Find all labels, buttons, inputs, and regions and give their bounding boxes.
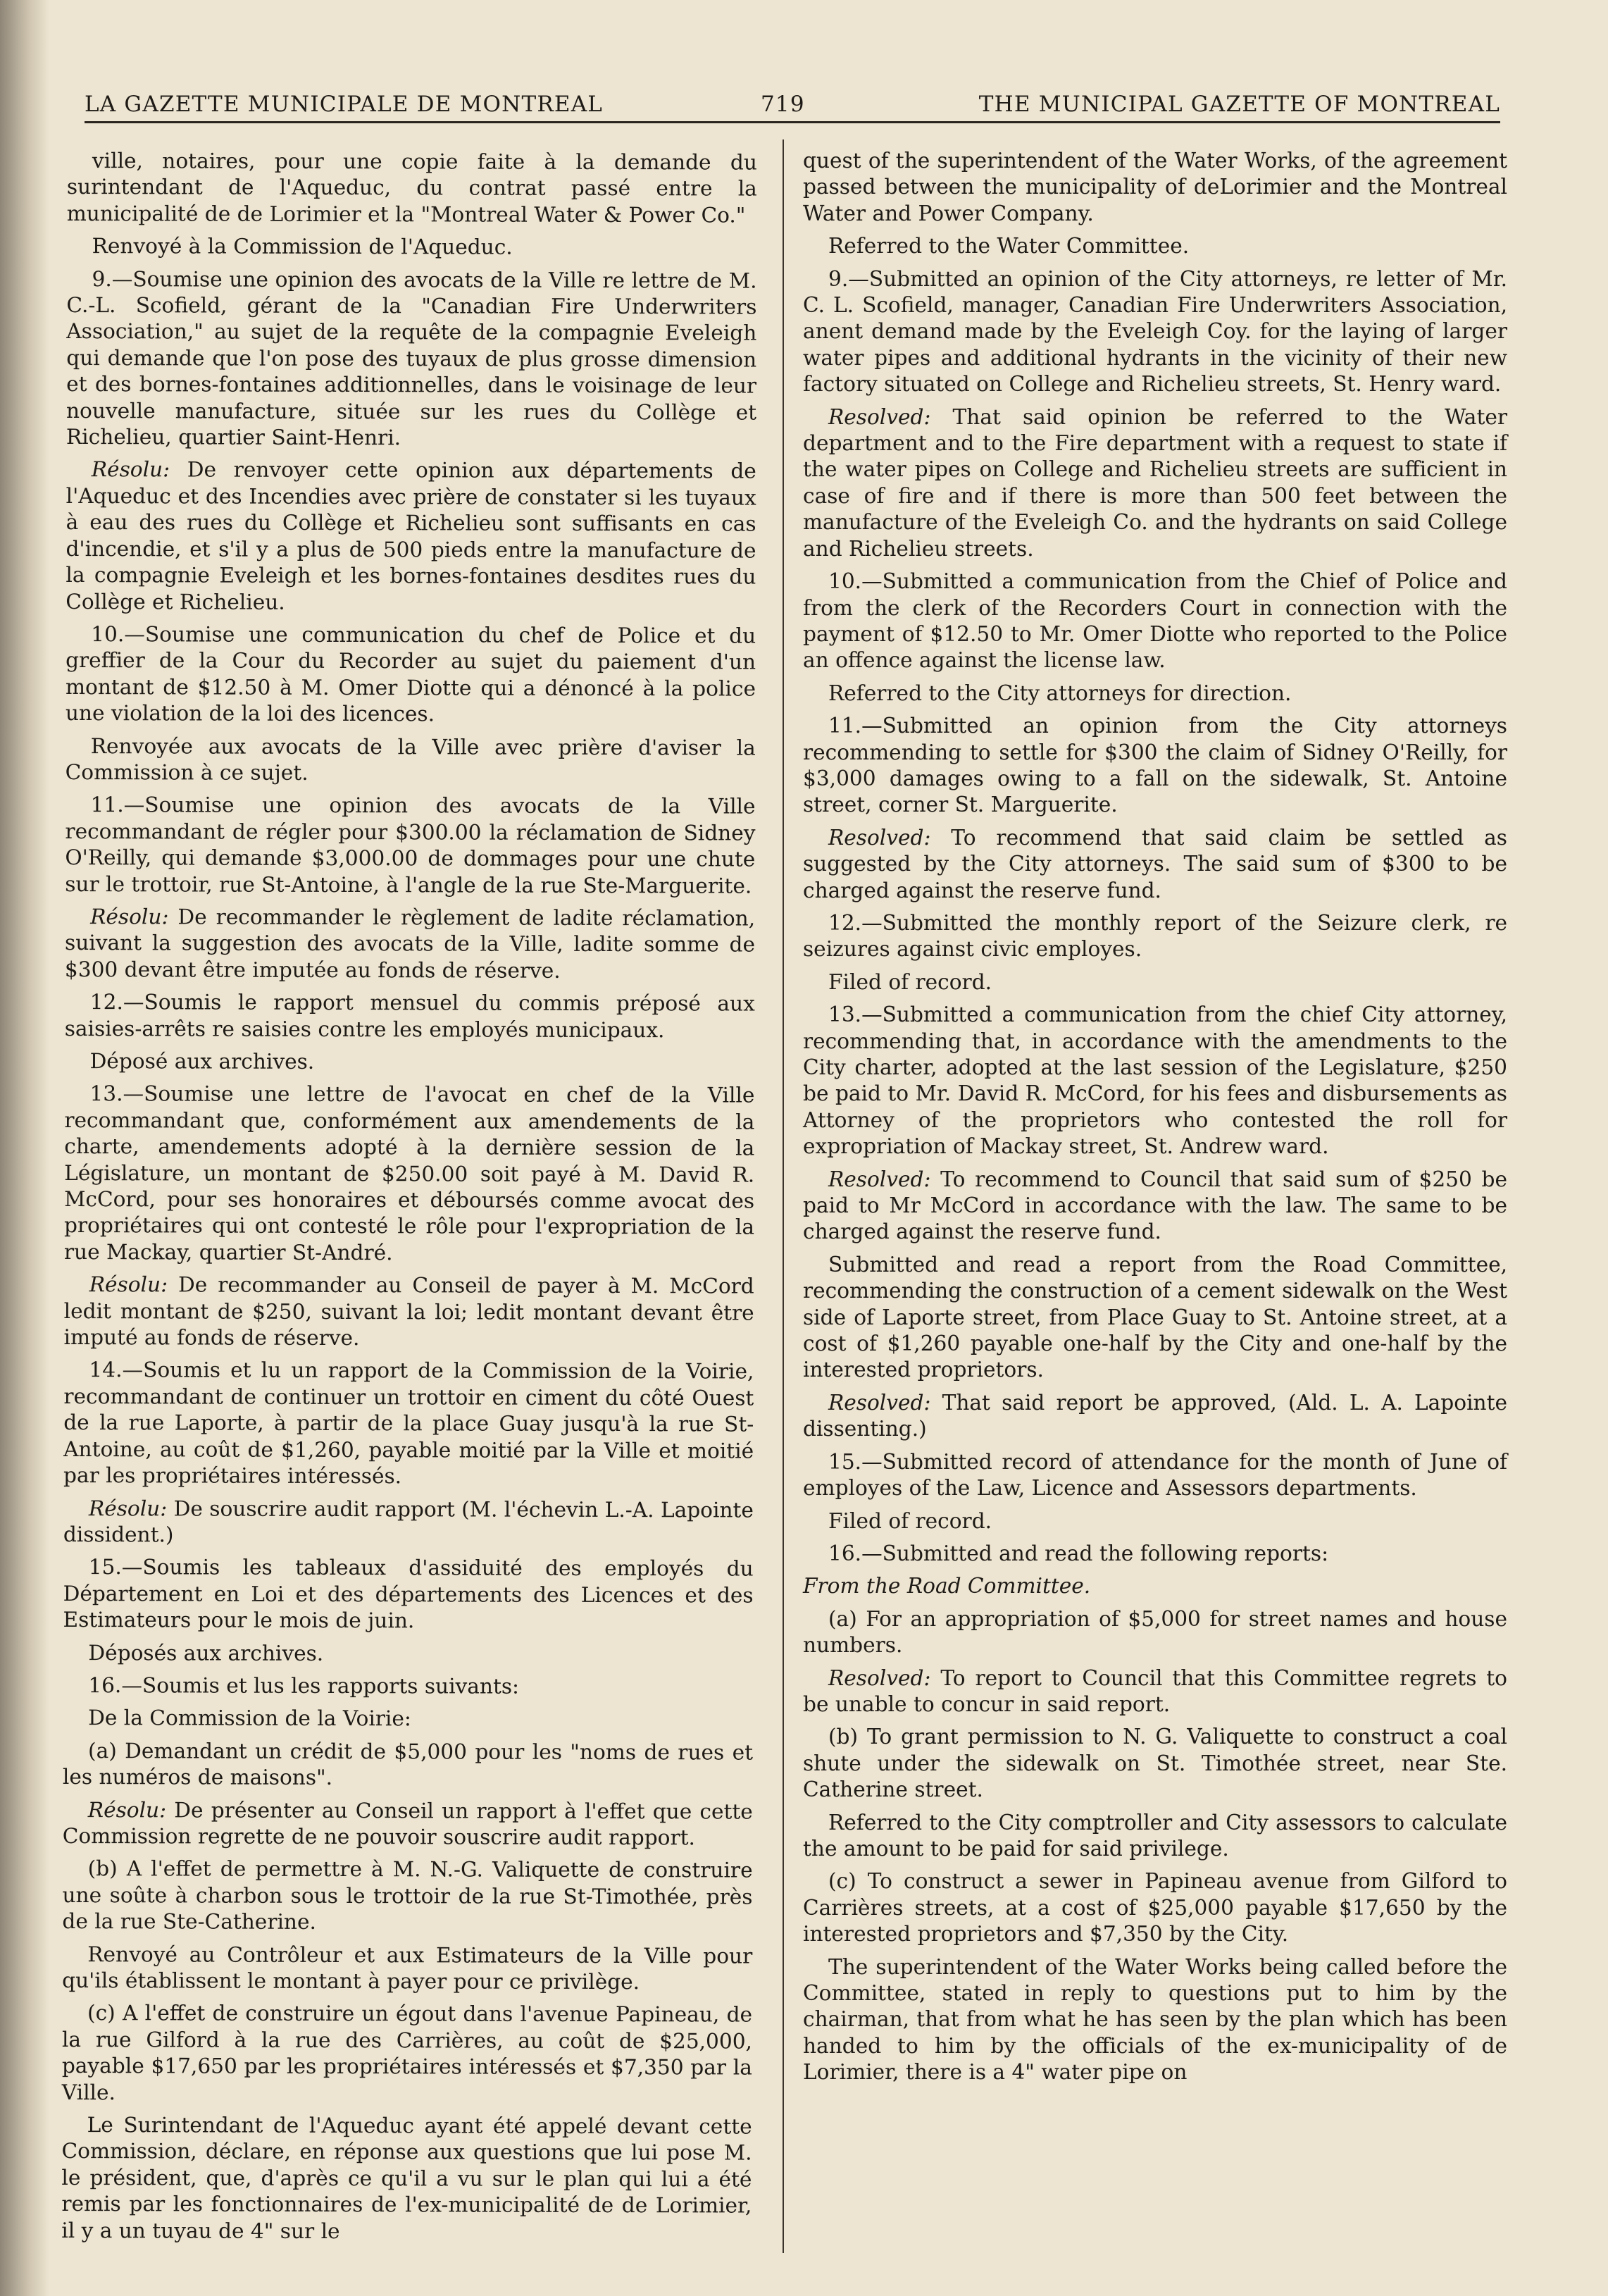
french-paragraph (65, 1048, 755, 1076)
french-paragraph-text: (c) A l'effet de construire un égout dans l'avenue Papineau, de la rue Gilford à la rue des Carrières, au coût de $25,000, payable $17,650 par les propriétaires intéressés et $7,350 par la Ville. (61, 2001, 753, 2104)
french-paragraph-text: Déposé aux archives. (89, 1049, 315, 1074)
english-paragraph-text: 11.—Submitted an opinion from the City attorneys recommending to settle for $300 the claim of Sidney O'Reilly, for $3,000 damages owing to a fall on the sidewalk, St. Antoine street, corner St. Marguerite. (803, 714, 1507, 817)
french-resolution-label: Résolu: (88, 1496, 168, 1520)
french-paragraph-text: 16.—Soumis et lus les rapports suivants: (88, 1673, 520, 1699)
french-paragraph (67, 233, 757, 261)
english-paragraph (803, 148, 1507, 227)
english-paragraph (803, 1449, 1507, 1502)
french-paragraph-text: Renvoyée aux avocats de la Ville avec prière d'aviser la Commission à ce sujet. (65, 733, 756, 785)
french-resolution-label: Résolu: (90, 905, 169, 929)
english-paragraph-text: Referred to the City attorneys for direction. (828, 681, 1292, 705)
english-paragraph-text: 16.—Submitted and read the following reports: (828, 1541, 1329, 1565)
english-paragraph-text: (a) For an appropriation of $5,000 for street names and house numbers. (803, 1606, 1507, 1658)
french-paragraph (64, 1272, 754, 1353)
english-paragraph (803, 1167, 1507, 1246)
english-paragraph (803, 266, 1507, 398)
english-paragraph-text: That said opinion be referred to the Water department and to the Fire department with a request to state if the water pipes on College and Richelieu streets are sufficient in case of fire and if there is more than 500 feet between the manufacture of the Eveleigh Co. and the hydrants on said College and Richelieu streets. (803, 404, 1507, 561)
french-paragraph-text: De recommander au Conseil de payer à M. McCord ledit montant de $250, suivant la loi; ledit montant devant être imputé au fonds de réserve. (63, 1272, 754, 1351)
scan-edge-shadow (0, 0, 49, 2296)
page-header (85, 83, 1500, 125)
header-rule (85, 121, 1500, 123)
english-paragraph-text: Filed of record. (828, 1508, 992, 1533)
english-paragraph (803, 233, 1507, 259)
french-paragraph (66, 621, 756, 728)
english-paragraph (803, 1665, 1507, 1718)
english-paragraph (803, 910, 1507, 963)
english-paragraph (803, 681, 1507, 707)
french-paragraph-text: Déposés aux archives. (88, 1640, 324, 1665)
english-paragraph-text: The superintendent of the Water Works being called before the Committee, stated in reply to questions put to him by the chairman, that from what he has seen by the plan which has been handed to him by the officials of the ex-municipality of de Lorimier, there is a 4" water pipe on (803, 1954, 1507, 2085)
french-paragraph-text: 12.—Soumis le rapport mensuel du commis préposé aux saisies-arrêts re saisies contre les employés municipaux. (64, 990, 755, 1042)
english-paragraph-text: To recommend that said claim be settled as suggested by the City attorneys. The said sum of $300 to be charged against the reserve fund. (803, 825, 1507, 902)
french-paragraph-text: 14.—Soumis et lu un rapport de la Commission de la Voirie, recommandant de continuer un trottoir en ciment du côté Ouest de la rue Laporte, à partir de la place Guay jusqu'à la rue St-Antoine, au coût de $1,260, payable moitié par la Ville et moitié par les propriétaires intéressés. (63, 1358, 754, 1489)
french-paragraph (65, 989, 755, 1043)
french-paragraph (63, 1797, 753, 1851)
english-paragraph (803, 1002, 1507, 1160)
english-paragraph-text: To recommend to Council that said sum of $250 be paid to Mr McCord in accordance with the law. The same to be charged against the reserve fund. (803, 1167, 1507, 1244)
french-paragraph-text: De renvoyer cette opinion aux départements de l'Aqueduc et des Incendies avec prière de constater si les tuyaux à eau des rues du Collège et Richelieu sont suffisants en cas d'incendie, et s'il y a plus de 500 pieds entre la manufacture de la compagnie Eveleigh et les bornes-fontaines desdites rues du Collège et Richelieu. (66, 457, 756, 614)
english-paragraph-text: To report to Council that this Committee regrets to be unable to concur in said report. (803, 1665, 1507, 1716)
english-paragraph-text: Referred to the City comptroller and City assessors to calculate the amount to be paid for said privilege. (803, 1810, 1507, 1861)
english-resolution-label: Resolved: (828, 1167, 931, 1191)
english-paragraph (803, 1810, 1507, 1863)
french-resolution-label: Résolu: (87, 1797, 167, 1822)
header-english-title: THE MUNICIPAL GAZETTE OF MONTREAL (978, 92, 1500, 117)
french-paragraph-text: Renvoyé à la Commission de l'Aqueduc. (92, 234, 513, 259)
english-paragraph-text: That said report be approved, (Ald. L. A. Lapointe dissenting.) (803, 1390, 1507, 1441)
english-paragraph (803, 713, 1507, 819)
english-paragraph (803, 1724, 1507, 1803)
french-paragraph-text: De présenter au Conseil un rapport à l'effet que cette Commission regrette de ne pouvoir souscrire audit rapport. (62, 1797, 753, 1850)
english-resolution-label: Resolved: (828, 404, 931, 429)
english-paragraph (803, 1541, 1507, 1567)
english-resolution-label: Resolved: (828, 1665, 931, 1690)
english-paragraph (803, 1868, 1507, 1947)
french-paragraph (66, 733, 756, 788)
english-paragraph (803, 1954, 1507, 2086)
french-paragraph (61, 2112, 752, 2246)
french-paragraph-text: 11.—Soumise une opinion des avocats de la Ville recommandant de régler pour $300.00 la réclamation de Sidney O'Reilly, qui demande $3,000.00 de dommages pour une chute sur le trottoir, rue St-Antoine, à l'angle de la rue Ste-Marguerite. (65, 793, 756, 898)
english-resolution-label: Resolved: (828, 1390, 931, 1415)
english-paragraph-text: From the Road Committee. (803, 1574, 1091, 1599)
french-resolution-label: Résolu: (89, 1272, 168, 1297)
french-paragraph-text: De recommander le règlement de ladite réclamation, suivant la suggestion des avocats de la Ville, ladite somme de $300 devant être imputée au fonds de réserve. (64, 905, 756, 983)
french-paragraph (63, 1705, 753, 1733)
english-paragraph (803, 825, 1507, 904)
english-paragraph (803, 1508, 1507, 1534)
english-paragraph-text: (b) To grant permission to N. G. Valiquette to construct a coal shute under the sidewalk on St. Timothée street, near Ste. Catherine street. (803, 1725, 1507, 1802)
english-paragraph-text: Filed of record. (828, 969, 992, 994)
english-paragraph-text: (c) To construct a sewer in Papineau avenue from Gilford to Carrières streets, at a cost of $25,000 payable $17,650 by the interested proprietors and $7,350 by the City. (803, 1869, 1507, 1947)
french-paragraph (65, 792, 755, 899)
french-paragraph (63, 1673, 753, 1701)
english-paragraph-text: 9.—Submitted an opinion of the City attorneys, re letter of Mr. C. L. Scofield, manager, Canadian Fire Underwriters Association, anent demand made by the Eveleigh Coy. for the laying of larger water pipes and additional hydrants in the vicinity of their new factory situated on College and Richelieu streets, St. Henry ward. (803, 266, 1507, 397)
french-paragraph (66, 457, 756, 616)
french-paragraph-text: Renvoyé au Contrôleur et aux Estimateurs de la Ville pour qu'ils établissent le montant à payer pour ce privilège. (62, 1942, 753, 1994)
french-paragraph (66, 266, 757, 452)
french-paragraph-text: (a) Demandant un crédit de $5,000 pour les "noms de rues et les numéros de maisons". (62, 1738, 754, 1790)
english-paragraph (803, 569, 1507, 674)
french-paragraph (65, 904, 755, 985)
french-paragraph-text: 10.—Soumise une communication du chef de Police et du greffier de la Cour du Recorder au sujet du paiement d'un montant de $12.50 à M. Omer Diotte qui a dénoncé à la police une violation de la loi des licences. (65, 621, 756, 726)
french-paragraph (67, 148, 757, 229)
english-paragraph-text: Submitted and read a report from the Road Committee, recommending the construction of a cement sidewalk on the West side of Laporte street, from Place Guay to St. Antoine street, at a cost of $1,260 payable one-half by the City and one-half by the interested proprietors. (803, 1252, 1507, 1382)
english-paragraph (803, 969, 1507, 995)
french-paragraph (63, 1640, 753, 1668)
french-paragraph (62, 2000, 752, 2107)
english-paragraph-text: Referred to the Water Committee. (828, 234, 1190, 259)
english-paragraph-text: 13.—Submitted a communication from the chief City attorney, recommending that, in accordance with the amendments to the City charter, adopted at the last session of the Legislature, $250 be paid to Mr. David R. McCord, for his fees and disbursements as Attorney of the proprietors who contested the roll for expropriation of Mackay street, St. Andrew ward. (803, 1003, 1507, 1159)
column-divider (783, 139, 784, 2253)
english-resolution-label: Resolved: (828, 825, 931, 850)
french-paragraph (62, 1856, 752, 1937)
french-paragraph-text: ville, notaires, pour une copie faite à la demande du surintendant de l'Aqueduc, du contrat passé entre la municipalité de de Lorimier et la "Montreal Water & Power Co." (66, 149, 757, 228)
french-column (61, 148, 757, 2252)
french-paragraph (63, 1357, 754, 1491)
french-paragraph (63, 1495, 754, 1549)
french-paragraph-text: Le Surintendant de l'Aqueduc ayant été appelé devant cette Commission, déclare, en réponse aux questions que lui pose M. le président, que, d'après ce qu'il a vu sur le plan qui lui a été remis par les fonctionnaires de l'ex-municipalité de de Lorimier, il y a un tuyau de 4" sur le (61, 2113, 752, 2243)
english-paragraph (803, 1606, 1507, 1659)
english-paragraph-text: 10.—Submitted a communication from the Chief of Police and from the clerk of the Recorders Court in connection with the payment of $12.50 to Mr. Omer Diotte who reported to the Police an offence against the license law. (803, 569, 1507, 673)
header-french-title: LA GAZETTE MUNICIPALE DE MONTREAL (85, 92, 604, 117)
english-paragraph (803, 1390, 1507, 1443)
french-paragraph-text: 15.—Soumis les tableaux d'assiduité des employés du Département en Loi et des départements des Licences et des Estimateurs pour le mois de juin. (63, 1555, 754, 1633)
french-paragraph-text: 9.—Soumise une opinion des avocats de la Ville re lettre de M. C.-L. Scofield, gérant de la "Canadian Fire Underwriters Association," au sujet de la requête de la compagnie Eveleigh qui demande que l'on pose des tuyaux de plus grosse dimension et des bornes-fontaines additionnelles, dans le voisinage de leur nouvelle manufacture, située sur les rues du Collège et Richelieu, quartier Saint-Henri. (66, 266, 757, 450)
english-paragraph-text: quest of the superintendent of the Water Works, of the agreement passed between the municipality of deLorimier and the Montreal Water and Power Company. (803, 149, 1507, 225)
english-paragraph-text: 12.—Submitted the monthly report of the Seizure clerk, re seizures against civic employes. (803, 910, 1507, 962)
english-paragraph (803, 404, 1507, 562)
english-paragraph-text: 15.—Submitted record of attendance for the month of June of employes of the Law, Licence and Assessors departments. (803, 1449, 1507, 1501)
french-paragraph-text: (b) A l'effet de permettre à M. N.-G. Valiquette de construire une soûte à charbon sous le trottoir de la rue St-Timothée, près de la rue Ste-Catherine. (62, 1856, 753, 1935)
french-resolution-label: Résolu: (91, 457, 170, 482)
french-paragraph (63, 1738, 753, 1792)
page-number: 719 (761, 92, 805, 117)
english-paragraph (803, 1573, 1507, 1599)
french-paragraph-text: 13.—Soumise une lettre de l'avocat en chef de la Ville recommandant que, conformément aux amendements de la charte, amendements adopté à la dernière session de la Législature, un montant de $250.00 soit payé à M. David R. McCord, pour ses honoraires et déboursés comme avocat des propriétaires qui ont contesté le rôle pour l'expropriation de la rue Mackay, quartier St-André. (63, 1081, 755, 1265)
french-paragraph-text: De souscrire audit rapport (M. l'échevin L.-A. Lapointe dissident.) (63, 1496, 754, 1547)
french-paragraph-text: De la Commission de la Voirie: (88, 1706, 411, 1731)
french-paragraph (64, 1081, 755, 1267)
english-paragraph (803, 1252, 1507, 1384)
french-paragraph (62, 1942, 752, 1996)
english-column (803, 148, 1507, 2092)
french-paragraph (63, 1554, 753, 1635)
